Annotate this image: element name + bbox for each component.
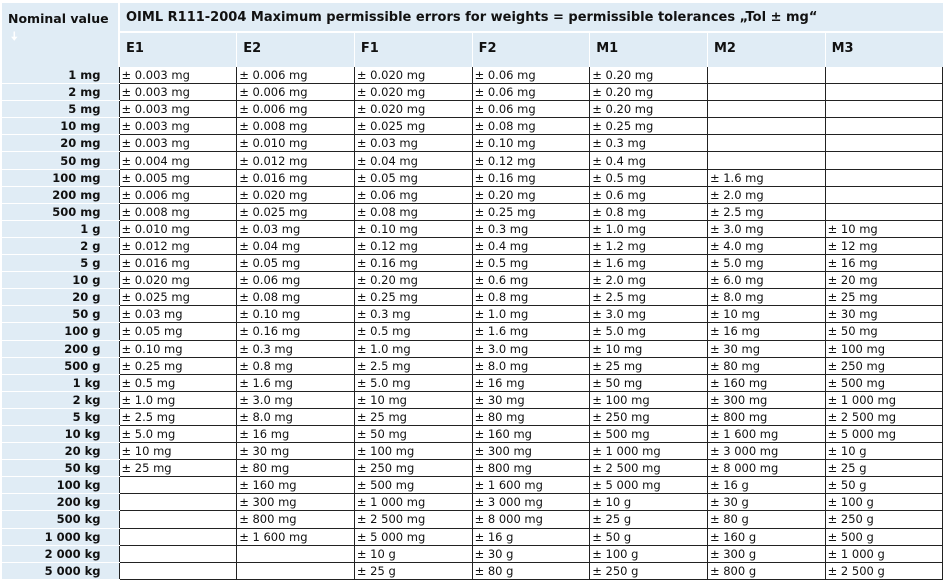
tolerance-cell: ± 0.010 mg	[119, 220, 237, 237]
tolerance-cell: ± 0.004 mg	[119, 152, 237, 169]
tolerance-cell: ± 1 000 mg	[825, 391, 943, 408]
tolerance-cell: ± 80 mg	[472, 408, 590, 425]
tolerance-cell: ± 1.0 mg	[590, 220, 708, 237]
tolerance-cell: ± 0.20 mg	[354, 272, 472, 289]
tolerance-cell: ± 0.16 mg	[354, 255, 472, 272]
tolerance-cell: ± 100 g	[590, 545, 708, 562]
tolerance-cell: ± 250 mg	[825, 357, 943, 374]
tolerance-cell: ± 2 500 mg	[590, 460, 708, 477]
tolerance-cell: ± 160 mg	[237, 477, 355, 494]
tolerance-cell: ± 25 mg	[354, 408, 472, 425]
tolerance-cell: ± 1.2 mg	[590, 237, 708, 254]
tolerance-cell: ± 30 g	[472, 545, 590, 562]
class-header-f1: F1	[354, 32, 472, 67]
table-row	[2, 357, 943, 374]
tolerance-cell	[707, 152, 825, 169]
nominal-value-cell: 50 kg	[2, 460, 119, 477]
tolerance-cell: ± 5 000 mg	[825, 425, 943, 442]
tolerance-cell: ± 3.0 mg	[237, 391, 355, 408]
tolerance-cell: ± 0.4 mg	[472, 237, 590, 254]
table-row	[2, 545, 943, 562]
tolerance-cell: ± 50 mg	[590, 374, 708, 391]
tolerance-cell: ± 0.08 mg	[472, 118, 590, 135]
tolerance-cell: ± 0.6 mg	[472, 272, 590, 289]
tolerance-cell: ± 0.05 mg	[237, 255, 355, 272]
tolerance-cell: ± 2.5 mg	[590, 289, 708, 306]
tolerance-cell: ± 0.12 mg	[472, 152, 590, 169]
tolerance-cell: ± 0.08 mg	[354, 203, 472, 220]
tolerance-cell: ± 0.020 mg	[119, 272, 237, 289]
table-row	[2, 272, 943, 289]
tolerance-cell: ± 0.20 mg	[472, 186, 590, 203]
tolerance-cell: ± 25 g	[590, 511, 708, 528]
tolerance-cell: ± 5.0 mg	[354, 374, 472, 391]
table-row	[2, 511, 943, 528]
tolerance-cell	[237, 545, 355, 562]
tolerance-cell: ± 0.020 mg	[354, 101, 472, 118]
tolerance-cell: ± 30 mg	[237, 443, 355, 460]
class-header-e2: E2	[237, 32, 355, 67]
header-row-classes	[2, 32, 943, 67]
tolerance-cell: ± 2 500 g	[825, 562, 943, 579]
tolerance-cell: ± 0.6 mg	[590, 186, 708, 203]
tolerance-cell: ± 250 mg	[354, 460, 472, 477]
tolerance-cell: ± 0.005 mg	[119, 169, 237, 186]
tolerance-cell: ± 0.3 mg	[590, 135, 708, 152]
tolerance-cell: ± 0.5 mg	[472, 255, 590, 272]
tolerance-cell	[825, 169, 943, 186]
tolerance-cell	[825, 101, 943, 118]
tolerance-cell: ± 1.0 mg	[119, 391, 237, 408]
tolerance-cell: ± 1.0 mg	[472, 306, 590, 323]
tolerance-cell: ± 0.020 mg	[354, 67, 472, 84]
tolerance-cell: ± 1.6 mg	[237, 374, 355, 391]
tolerance-cell	[237, 562, 355, 579]
tolerance-cell	[707, 101, 825, 118]
tolerance-cell: ± 12 mg	[825, 237, 943, 254]
nominal-value-cell: 2 g	[2, 237, 119, 254]
tolerance-cell: ± 0.06 mg	[237, 272, 355, 289]
tolerance-cell: ± 8.0 mg	[707, 289, 825, 306]
tolerance-cell: ± 0.12 mg	[354, 237, 472, 254]
tolerance-cell: ± 1.6 mg	[590, 255, 708, 272]
nominal-value-cell: 100 mg	[2, 169, 119, 186]
tolerance-cell: ± 1 000 mg	[354, 494, 472, 511]
nominal-value-cell: 500 mg	[2, 203, 119, 220]
tolerance-cell: ± 0.006 mg	[119, 186, 237, 203]
tolerance-cell: ± 2.0 mg	[590, 272, 708, 289]
tolerance-cell: ± 0.012 mg	[237, 152, 355, 169]
tolerance-cell: ± 0.025 mg	[354, 118, 472, 135]
nominal-value-cell: 5 kg	[2, 408, 119, 425]
tolerance-cell: ± 10 mg	[707, 306, 825, 323]
tolerance-cell: ± 100 mg	[590, 391, 708, 408]
tolerance-cell: ± 0.25 mg	[472, 203, 590, 220]
tolerance-cell: ± 0.03 mg	[237, 220, 355, 237]
table-row	[2, 374, 943, 391]
tolerance-cell: ± 2 500 mg	[825, 408, 943, 425]
tolerance-cell: ± 0.003 mg	[119, 84, 237, 101]
tolerance-cell: ± 16 mg	[707, 323, 825, 340]
tolerance-cell: ± 0.25 mg	[119, 357, 237, 374]
tolerance-cell: ± 0.020 mg	[354, 84, 472, 101]
table-row	[2, 186, 943, 203]
table-row	[2, 135, 943, 152]
nominal-value-cell: 2 kg	[2, 391, 119, 408]
tolerance-cell: ± 160 mg	[472, 425, 590, 442]
tolerance-cell: ± 0.003 mg	[119, 67, 237, 84]
table-row	[2, 460, 943, 477]
nominal-value-cell: 5 g	[2, 255, 119, 272]
table-row	[2, 528, 943, 545]
tolerance-cell: ± 0.016 mg	[237, 169, 355, 186]
class-header-e1: E1	[119, 32, 237, 67]
tolerance-cell: ± 25 mg	[590, 357, 708, 374]
nominal-value-cell: 20 kg	[2, 443, 119, 460]
tolerance-cell: ± 16 g	[472, 528, 590, 545]
tolerance-cell: ± 0.006 mg	[237, 101, 355, 118]
tolerance-cell: ± 0.06 mg	[354, 186, 472, 203]
tolerance-cell: ± 0.3 mg	[237, 340, 355, 357]
table-row	[2, 562, 943, 579]
tolerance-cell: ± 800 g	[707, 562, 825, 579]
tolerance-cell: ± 0.8 mg	[472, 289, 590, 306]
tolerance-cell: ± 800 mg	[237, 511, 355, 528]
table-row	[2, 391, 943, 408]
tolerance-cell: ± 50 g	[590, 528, 708, 545]
tolerance-cell: ± 5.0 mg	[119, 425, 237, 442]
tolerance-cell	[825, 118, 943, 135]
nominal-value-label: Nominal value	[8, 11, 109, 26]
tolerance-cell: ± 25 g	[354, 562, 472, 579]
table-row	[2, 152, 943, 169]
table-row	[2, 169, 943, 186]
table-row	[2, 255, 943, 272]
tolerance-cell: ± 0.5 mg	[354, 323, 472, 340]
tolerance-cell: ± 10 g	[825, 443, 943, 460]
tolerance-cell: ± 500 g	[825, 528, 943, 545]
tolerance-cell: ± 0.016 mg	[119, 255, 237, 272]
tolerance-cell: ± 5.0 mg	[590, 323, 708, 340]
tolerance-cell: ± 30 mg	[825, 306, 943, 323]
tolerance-cell: ± 800 mg	[707, 408, 825, 425]
tolerance-cell: ± 250 g	[825, 511, 943, 528]
tolerance-cell: ± 10 g	[590, 494, 708, 511]
tolerance-cell: ± 0.16 mg	[472, 169, 590, 186]
tolerance-cell: ± 300 mg	[707, 391, 825, 408]
tolerance-cell: ± 0.003 mg	[119, 101, 237, 118]
table-row	[2, 443, 943, 460]
nominal-value-cell: 500 kg	[2, 511, 119, 528]
tolerance-cell: ± 5 000 mg	[354, 528, 472, 545]
tolerance-cell: ± 300 g	[707, 545, 825, 562]
tolerance-cell: ± 1 600 mg	[707, 425, 825, 442]
class-header-f2: F2	[472, 32, 590, 67]
tolerance-cell: ± 2.5 mg	[354, 357, 472, 374]
tolerance-cell: ± 6.0 mg	[707, 272, 825, 289]
tolerance-cell: ± 30 mg	[472, 391, 590, 408]
tolerance-cell: ± 0.5 mg	[590, 169, 708, 186]
table-row	[2, 425, 943, 442]
class-header-m2: M2	[707, 32, 825, 67]
tolerance-cell: ± 1 000 g	[825, 545, 943, 562]
tolerance-cell	[707, 67, 825, 84]
tolerance-cell	[707, 118, 825, 135]
tolerance-cell: ± 3 000 mg	[707, 443, 825, 460]
tolerance-cell: ± 0.25 mg	[590, 118, 708, 135]
tolerance-cell: ± 0.008 mg	[237, 118, 355, 135]
tolerance-cell: ± 20 mg	[825, 272, 943, 289]
tolerance-cell: ± 1.0 mg	[354, 340, 472, 357]
tolerance-cell: ± 50 mg	[825, 323, 943, 340]
tolerance-cell: ± 0.3 mg	[354, 306, 472, 323]
tolerance-cell	[825, 67, 943, 84]
tolerance-cell: ± 0.10 mg	[237, 306, 355, 323]
table-body	[2, 67, 943, 579]
tolerance-cell	[825, 152, 943, 169]
tolerance-cell: ± 0.05 mg	[119, 323, 237, 340]
arrow-down-icon: 🠇	[11, 29, 18, 43]
tolerance-cell: ± 5.0 mg	[707, 255, 825, 272]
tolerance-cell: ± 25 g	[825, 460, 943, 477]
table-row	[2, 84, 943, 101]
tolerance-cell: ± 2.5 mg	[707, 203, 825, 220]
tolerance-cell: ± 8 000 mg	[472, 511, 590, 528]
table-row	[2, 408, 943, 425]
tolerance-cell	[119, 494, 237, 511]
nominal-value-cell: 100 g	[2, 323, 119, 340]
tolerance-cell: ± 160 mg	[707, 374, 825, 391]
tolerance-cell: ± 2.0 mg	[707, 186, 825, 203]
tolerance-cell: ± 50 mg	[354, 425, 472, 442]
tolerance-cell: ± 500 mg	[590, 425, 708, 442]
tolerance-cell: ± 1.6 mg	[707, 169, 825, 186]
nominal-value-cell: 5 000 kg	[2, 562, 119, 579]
tolerance-cell: ± 0.10 mg	[119, 340, 237, 357]
tolerance-cell: ± 0.20 mg	[590, 101, 708, 118]
class-header-m1: M1	[590, 32, 708, 67]
tolerance-cell: ± 250 mg	[590, 408, 708, 425]
tolerance-cell: ± 3.0 mg	[472, 340, 590, 357]
tolerance-cell: ± 30 mg	[707, 340, 825, 357]
tolerance-cell	[119, 545, 237, 562]
tolerance-cell: ± 0.06 mg	[472, 101, 590, 118]
tolerance-cell: ± 0.003 mg	[119, 135, 237, 152]
tolerance-cell: ± 0.006 mg	[237, 67, 355, 84]
tolerance-cell: ± 100 g	[825, 494, 943, 511]
nominal-value-cell: 50 g	[2, 306, 119, 323]
tolerance-cell: ± 0.025 mg	[119, 289, 237, 306]
tolerance-table	[2, 3, 943, 580]
class-header-m3: M3	[825, 32, 943, 67]
nominal-value-cell: 2 000 kg	[2, 545, 119, 562]
tolerance-cell: ± 1 600 mg	[237, 528, 355, 545]
tolerance-cell: ± 0.03 mg	[354, 135, 472, 152]
tolerance-cell: ± 10 g	[354, 545, 472, 562]
tolerance-cell: ± 3.0 mg	[707, 220, 825, 237]
tolerance-cell: ± 4.0 mg	[707, 237, 825, 254]
tolerance-cell: ± 0.25 mg	[354, 289, 472, 306]
tolerance-cell: ± 0.3 mg	[472, 220, 590, 237]
tolerance-cell: ± 25 mg	[825, 289, 943, 306]
tolerance-cell: ± 1 600 mg	[472, 477, 590, 494]
tolerance-cell: ± 0.020 mg	[237, 186, 355, 203]
tolerance-cell: ± 0.012 mg	[119, 237, 237, 254]
tolerance-cell: ± 0.05 mg	[354, 169, 472, 186]
table-row	[2, 323, 943, 340]
nominal-value-cell: 10 kg	[2, 425, 119, 442]
nominal-value-header	[2, 3, 119, 67]
table-row	[2, 203, 943, 220]
tolerance-cell: ± 8.0 mg	[472, 357, 590, 374]
table-row	[2, 101, 943, 118]
nominal-value-cell: 200 g	[2, 340, 119, 357]
tolerance-cell: ± 500 mg	[825, 374, 943, 391]
tolerance-cell: ± 16 mg	[237, 425, 355, 442]
tolerance-cell: ± 10 mg	[590, 340, 708, 357]
tolerance-cell: ± 5 000 mg	[590, 477, 708, 494]
tolerance-cell: ± 500 mg	[354, 477, 472, 494]
tolerance-cell	[119, 562, 237, 579]
table-row	[2, 237, 943, 254]
tolerance-cell: ± 0.10 mg	[472, 135, 590, 152]
nominal-value-cell: 500 g	[2, 357, 119, 374]
table-row	[2, 220, 943, 237]
table-row	[2, 306, 943, 323]
tolerance-cell: ± 160 g	[707, 528, 825, 545]
table-row	[2, 289, 943, 306]
tolerance-cell: ± 0.10 mg	[354, 220, 472, 237]
tolerance-cell	[825, 84, 943, 101]
table-row	[2, 67, 943, 84]
nominal-value-cell: 1 000 kg	[2, 528, 119, 545]
tolerance-cell: ± 80 mg	[707, 357, 825, 374]
nominal-value-cell: 20 g	[2, 289, 119, 306]
tolerance-cell: ± 16 mg	[825, 255, 943, 272]
header-row-title	[2, 3, 943, 32]
tolerance-cell: ± 0.5 mg	[119, 374, 237, 391]
tolerance-cell: ± 16 g	[707, 477, 825, 494]
tolerance-cell: ± 0.06 mg	[472, 84, 590, 101]
table-row	[2, 477, 943, 494]
tolerance-cell: ± 0.04 mg	[237, 237, 355, 254]
tolerance-cell	[119, 528, 237, 545]
tolerance-cell: ± 0.003 mg	[119, 118, 237, 135]
table-row	[2, 340, 943, 357]
nominal-value-cell: 200 mg	[2, 186, 119, 203]
tolerance-cell	[825, 135, 943, 152]
tolerance-cell: ± 8.0 mg	[237, 408, 355, 425]
tolerance-cell: ± 80 g	[707, 511, 825, 528]
nominal-value-cell: 1 g	[2, 220, 119, 237]
tolerance-cell	[825, 186, 943, 203]
tolerance-cell: ± 0.20 mg	[590, 67, 708, 84]
tolerance-cell	[119, 511, 237, 528]
tolerance-cell: ± 1.6 mg	[472, 323, 590, 340]
nominal-value-cell: 50 mg	[2, 152, 119, 169]
tolerance-cell: ± 0.08 mg	[237, 289, 355, 306]
tolerance-cell: ± 0.20 mg	[590, 84, 708, 101]
tolerance-cell: ± 0.025 mg	[237, 203, 355, 220]
nominal-value-cell: 10 g	[2, 272, 119, 289]
tolerance-cell	[707, 135, 825, 152]
nominal-value-cell: 1 mg	[2, 67, 119, 84]
tolerance-cell: ± 0.010 mg	[237, 135, 355, 152]
nominal-value-cell: 200 kg	[2, 494, 119, 511]
tolerance-cell: ± 0.006 mg	[237, 84, 355, 101]
tolerance-cell: ± 0.03 mg	[119, 306, 237, 323]
nominal-value-cell: 20 mg	[2, 135, 119, 152]
tolerance-cell	[707, 84, 825, 101]
tolerance-cell	[119, 477, 237, 494]
table-title: OIML R111-2004 Maximum permissible errors for weights = permissible tolerances „Tol ± mg“	[119, 3, 943, 32]
nominal-value-cell: 10 mg	[2, 118, 119, 135]
tolerance-cell: ± 30 g	[707, 494, 825, 511]
tolerance-cell: ± 800 mg	[472, 460, 590, 477]
tolerance-cell: ± 100 mg	[825, 340, 943, 357]
tolerance-cell	[825, 203, 943, 220]
tolerance-cell: ± 16 mg	[472, 374, 590, 391]
tolerance-cell: ± 10 mg	[825, 220, 943, 237]
nominal-value-cell: 1 kg	[2, 374, 119, 391]
tolerance-cell: ± 8 000 mg	[707, 460, 825, 477]
tolerance-cell: ± 1 000 mg	[590, 443, 708, 460]
nominal-value-cell: 100 kg	[2, 477, 119, 494]
tolerance-cell: ± 0.8 mg	[590, 203, 708, 220]
tolerance-cell: ± 50 g	[825, 477, 943, 494]
tolerance-cell: ± 3 000 mg	[472, 494, 590, 511]
tolerance-cell: ± 300 mg	[237, 494, 355, 511]
nominal-value-cell: 2 mg	[2, 84, 119, 101]
tolerance-cell: ± 10 mg	[119, 443, 237, 460]
table-row	[2, 494, 943, 511]
tolerance-cell: ± 25 mg	[119, 460, 237, 477]
tolerance-cell: ± 0.8 mg	[237, 357, 355, 374]
tolerance-cell: ± 3.0 mg	[590, 306, 708, 323]
tolerance-cell: ± 0.008 mg	[119, 203, 237, 220]
tolerance-cell: ± 100 mg	[354, 443, 472, 460]
tolerance-cell: ± 0.06 mg	[472, 67, 590, 84]
tolerance-cell: ± 300 mg	[472, 443, 590, 460]
nominal-value-cell: 5 mg	[2, 101, 119, 118]
tolerance-cell: ± 10 mg	[354, 391, 472, 408]
tolerance-cell: ± 0.04 mg	[354, 152, 472, 169]
tolerance-cell: ± 0.16 mg	[237, 323, 355, 340]
tolerance-cell: ± 2 500 mg	[354, 511, 472, 528]
tolerance-cell: ± 0.4 mg	[590, 152, 708, 169]
tolerance-cell: ± 80 mg	[237, 460, 355, 477]
tolerance-cell: ± 2.5 mg	[119, 408, 237, 425]
table-row	[2, 118, 943, 135]
tolerance-cell: ± 80 g	[472, 562, 590, 579]
tolerance-cell: ± 250 g	[590, 562, 708, 579]
